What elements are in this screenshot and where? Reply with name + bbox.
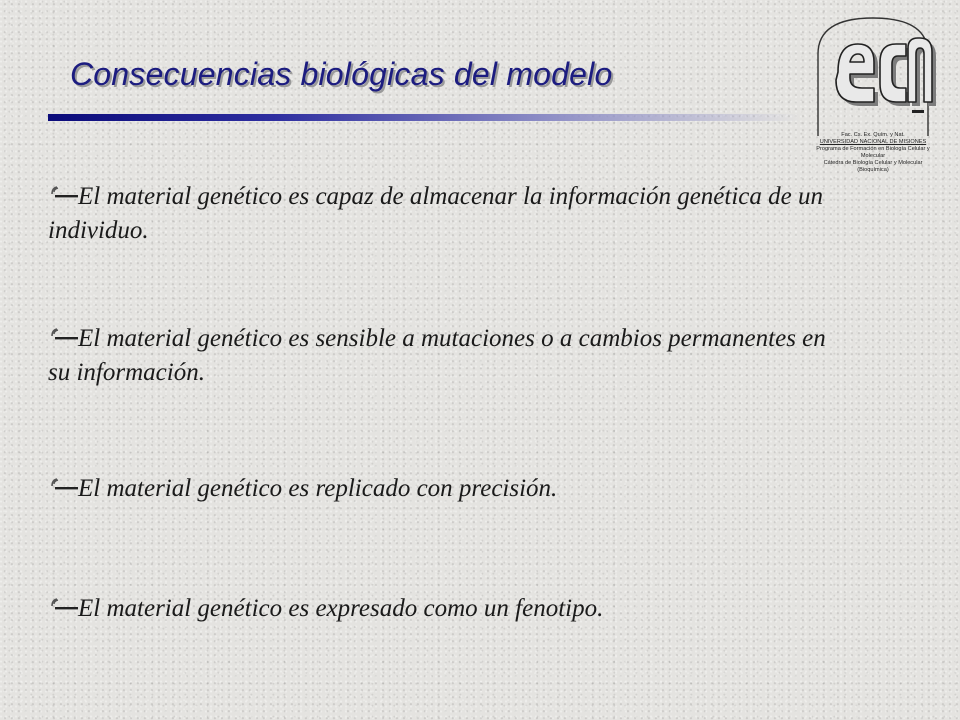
logo-caption: [800, 132, 946, 174]
logo-caption-line: Fac. Cs. Ex. Quím. y Nat.: [841, 132, 905, 138]
logo-caption-line: (Bioquímica): [857, 167, 889, 173]
logo-caption-line: Cátedra de Biología Celular y Molecular: [823, 160, 923, 166]
bullet-item: [48, 472, 848, 506]
bullet-dash-icon: [48, 184, 78, 206]
slide-title: Consecuencias biológicas del modelo: [70, 56, 613, 92]
logo-caption-line: Programa de Formación en Biología Celular y: [816, 146, 930, 152]
institution-logo: [800, 14, 946, 184]
bullet-item: [48, 180, 848, 248]
bullet-text: El material genético es capaz de almacenar la información genética de un individuo.: [48, 183, 823, 244]
bullet-dash-icon: [48, 326, 78, 348]
bullet-item: [48, 322, 848, 390]
bullet-text: El material genético es sensible a mutaciones o a cambios permanentes en su información.: [48, 325, 826, 386]
bullet-dash-icon: [48, 476, 78, 498]
ecn-logo-icon: [800, 14, 946, 139]
title-underline-bar: [48, 114, 800, 121]
bullet-text: El material genético es replicado con precisión.: [78, 475, 558, 502]
bullet-dash-icon: [48, 596, 78, 618]
bullet-item: [48, 592, 848, 626]
logo-caption-line: Molecular: [860, 153, 886, 159]
bullet-text: El material genético es expresado como un fenotipo.: [78, 595, 604, 622]
logo-caption-line: UNIVERSIDAD NACIONAL DE MISIONES: [819, 139, 927, 145]
